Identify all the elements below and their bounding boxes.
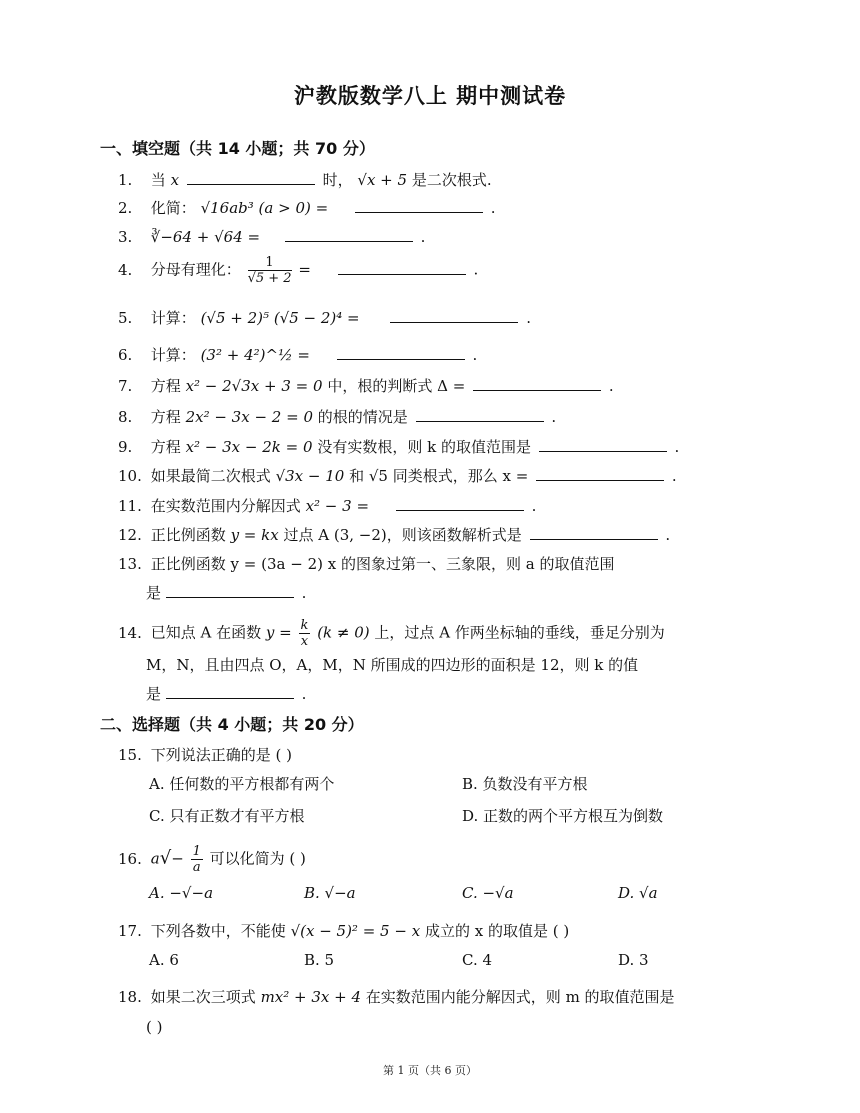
answer-blank[interactable]	[337, 344, 465, 360]
question-12: 12. 正比例函数 y = kx 过点 A (3, −2)，则该函数解析式是 .	[118, 526, 671, 544]
answer-blank[interactable]	[166, 582, 294, 598]
question-13-line-2: 是 .	[146, 584, 307, 602]
option-a[interactable]: A. −√−a	[149, 884, 214, 902]
fraction: $\frac{1}{√5 + 2}$	[247, 255, 292, 286]
question-8: 8. 方程 2x² − 3x − 2 = 0 的根的情况是 .	[118, 408, 557, 426]
answer-blank[interactable]	[285, 226, 413, 242]
answer-blank[interactable]	[390, 307, 518, 323]
question-7: 7. 方程 x² − 2√3x + 3 = 0 中，根的判断式 Δ = .	[118, 377, 614, 395]
question-6: 6. 计算： (3² + 4²)^½ = .	[118, 346, 478, 364]
answer-blank[interactable]	[338, 259, 466, 275]
answer-blank[interactable]	[396, 495, 524, 511]
question-1: 1. 当 x 时， √x + 5 是二次根式.	[118, 171, 492, 189]
question-14: 14. 已知点 A 在函数 y = $\frac{k}{x}$ (k ≠ 0) 上，过点 A 作两坐标轴的垂线，垂足分别为	[118, 618, 665, 649]
question-9: 9. 方程 x² − 3x − 2k = 0 没有实数根，则 k 的取值范围是 .	[118, 438, 680, 456]
question-2: 2. 化简： √16ab³ (a > 0) = .	[118, 199, 496, 217]
question-5: 5. 计算： (√5 + 2)⁵ (√5 − 2)⁴ = .	[118, 309, 531, 327]
option-d[interactable]: D. 正数的两个平方根互为倒数	[462, 807, 664, 825]
answer-blank[interactable]	[187, 169, 315, 185]
fraction: $\frac{1}{a}$	[192, 844, 201, 875]
option-c[interactable]: C. 4	[462, 951, 493, 969]
answer-blank[interactable]	[166, 683, 294, 699]
question-10: 10. 如果最简二次根式 √3x − 10 和 √5 同类根式，那么 x = .	[118, 467, 677, 485]
answer-blank[interactable]	[473, 375, 601, 391]
question-3: 3. ∛−64 + √64 = .	[118, 228, 426, 246]
question-14-line-2: M，N，且由四点 O，A，M，N 所围成的四边形的面积是 12，则 k 的值	[146, 656, 639, 674]
section-choice-heading: 二、选择题（共 4 小题；共 20 分）	[100, 715, 364, 734]
option-c[interactable]: C. 只有正数才有平方根	[149, 807, 305, 825]
question-4: 4. 分母有理化： $\frac{1}{√5 + 2}$ = .	[118, 255, 479, 286]
option-b[interactable]: B. √−a	[304, 884, 356, 902]
question-13: 13. 正比例函数 y = (3a − 2) x 的图象过第一、三象限，则 a 的取值范围	[118, 555, 615, 573]
page-title: 沪教版数学八上 期中测试卷	[293, 84, 567, 108]
question-18: 18. 如果二次三项式 mx² + 3x + 4 在实数范围内能分解因式，则 m 的取值范围是	[118, 988, 675, 1006]
answer-blank[interactable]	[416, 406, 544, 422]
option-b[interactable]: B. 负数没有平方根	[462, 775, 588, 793]
fraction: $\frac{k}{x}$	[300, 618, 309, 649]
question-11: 11. 在实数范围内分解因式 x² − 3 = .	[118, 497, 537, 515]
question-18-line-2: ( )	[146, 1018, 163, 1036]
option-d[interactable]: D. √a	[618, 884, 658, 902]
option-d[interactable]: D. 3	[618, 951, 649, 969]
option-c[interactable]: C. −√a	[462, 884, 514, 902]
option-a[interactable]: A. 任何数的平方根都有两个	[149, 775, 335, 793]
answer-blank[interactable]	[536, 465, 664, 481]
answer-blank[interactable]	[539, 436, 667, 452]
answer-blank[interactable]	[530, 524, 658, 540]
question-15: 15. 下列说法正确的是 ( )	[118, 746, 293, 764]
question-17: 17. 下列各数中，不能使 √(x − 5)² = 5 − x 成立的 x 的取值是 ( )	[118, 922, 570, 940]
question-16: 16. a√− $\frac{1}{a}$ 可以化简为 ( )	[118, 844, 306, 875]
answer-blank[interactable]	[355, 197, 483, 213]
question-14-line-3: 是 .	[146, 685, 307, 703]
option-b[interactable]: B. 5	[304, 951, 335, 969]
page-footer: 第 1 页（共 6 页）	[383, 1064, 477, 1077]
section-fill-heading: 一、填空题（共 14 小题；共 70 分）	[100, 139, 375, 158]
option-a[interactable]: A. 6	[149, 951, 179, 969]
